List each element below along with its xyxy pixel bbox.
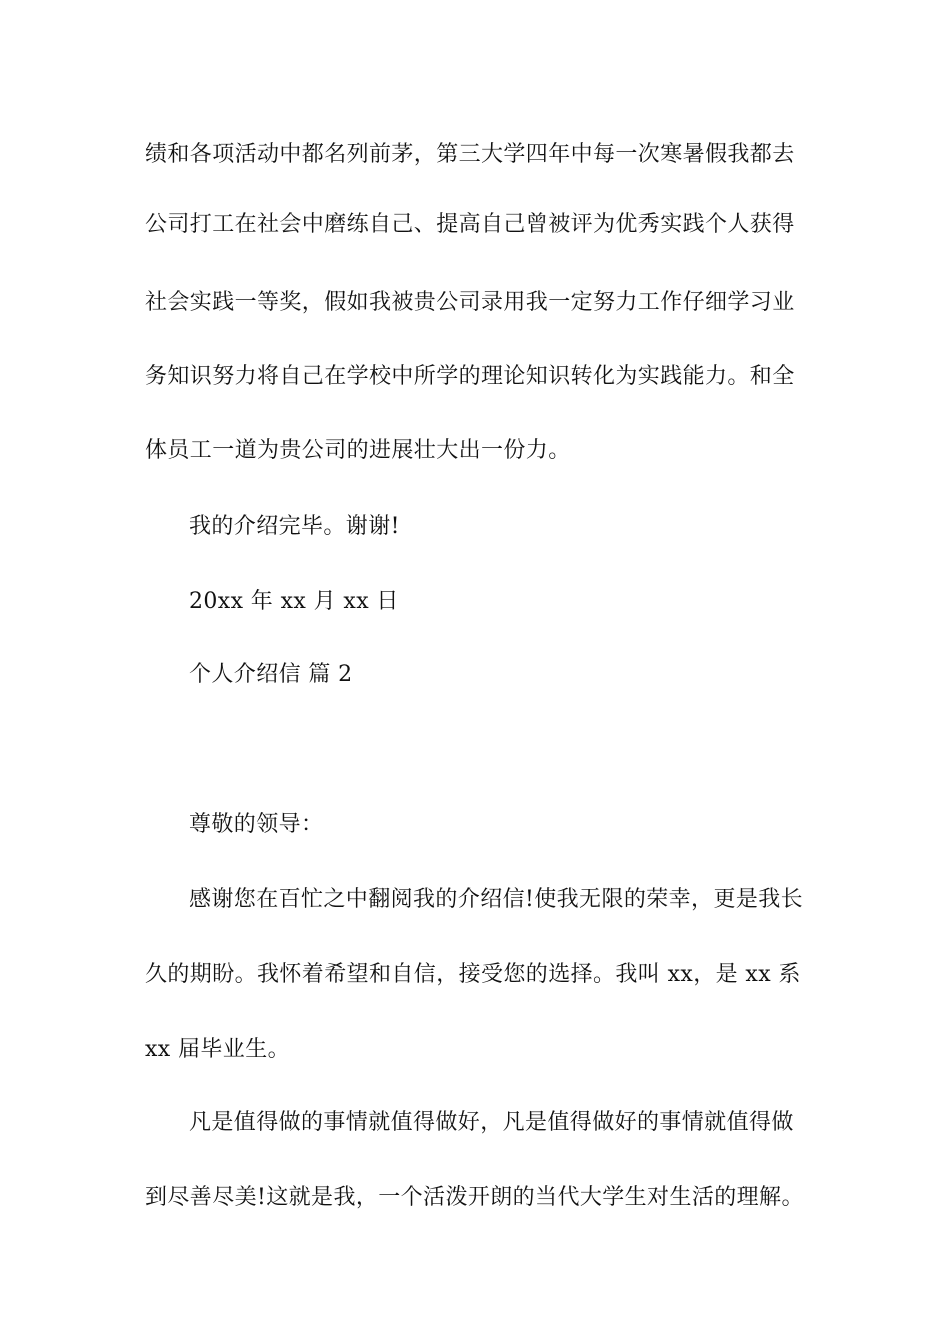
- closing-line: 我的介绍完毕。谢谢!: [189, 514, 400, 539]
- text-line: xx 届毕业生。: [145, 1037, 291, 1062]
- text-line: 公司打工在社会中磨练自己、提高自己曾被评为优秀实践个人获得: [145, 212, 795, 237]
- text-line: 到尽善尽美!这就是我，一个活泼开朗的当代大学生对生活的理解。: [145, 1185, 804, 1210]
- text-line: 体员工一道为贵公司的进展壮大出一份力。: [145, 438, 571, 463]
- text-line: 久的期盼。我怀着希望和自信，接受您的选择。我叫 xx，是 xx 系: [145, 962, 801, 987]
- text-line: 绩和各项活动中都名列前茅，第三大学四年中每一次寒暑假我都去: [145, 142, 795, 167]
- text-line: 凡是值得做的事情就值得做好，凡是值得做好的事情就值得做: [189, 1110, 794, 1135]
- section-heading: 个人介绍信 篇 2: [189, 662, 353, 687]
- text-line: 务知识努力将自己在学校中所学的理论知识转化为实践能力。和全: [145, 364, 795, 389]
- text-line: 社会实践一等奖，假如我被贵公司录用我一定努力工作仔细学习业: [145, 290, 795, 315]
- text-line: 感谢您在百忙之中翻阅我的介绍信!使我无限的荣幸，更是我长: [189, 887, 804, 912]
- salutation: 尊敬的领导：: [189, 812, 324, 837]
- date-line: 20xx 年 xx 月 xx 日: [189, 589, 399, 614]
